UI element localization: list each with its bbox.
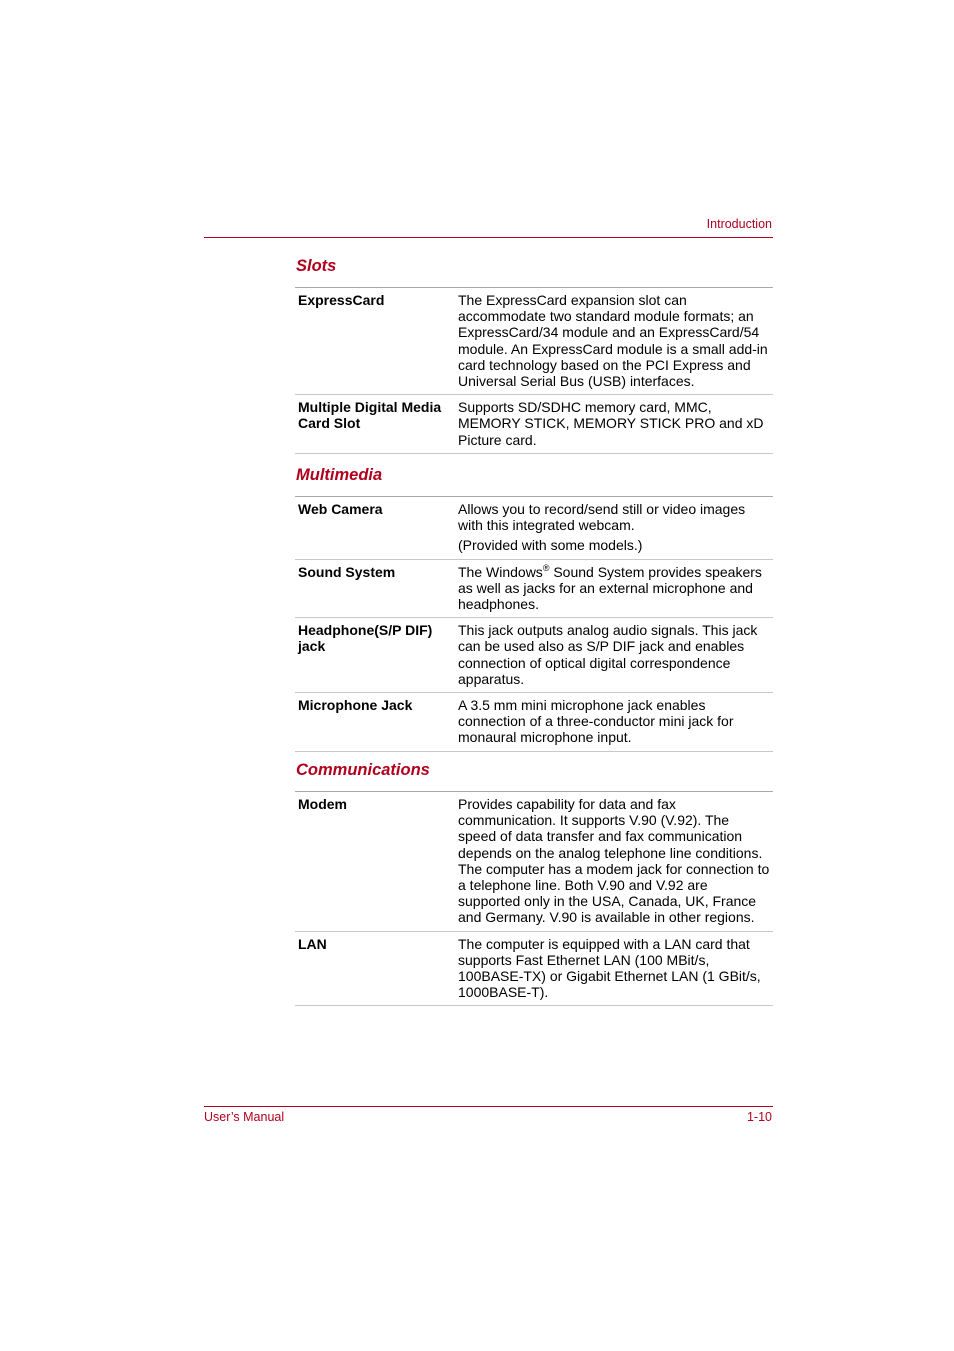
footer-rule	[204, 1106, 773, 1107]
row-term: Modem	[298, 796, 347, 812]
footer-manual-title: User’s Manual	[204, 1110, 285, 1124]
table-row	[295, 693, 773, 752]
table-row	[295, 931, 773, 1006]
row-term: Web Camera	[298, 501, 383, 517]
section-title-communications: Communications	[296, 761, 430, 779]
table-row	[295, 288, 773, 395]
section-title-slots: Slots	[296, 257, 337, 275]
section-title-multimedia: Multimedia	[296, 466, 383, 484]
table-row	[295, 497, 773, 560]
description-text-start: The Windows	[458, 563, 543, 580]
table-row	[295, 395, 773, 454]
row-term: Multiple Digital Media Card Slot	[298, 399, 442, 432]
table-row	[295, 559, 773, 618]
row-description	[453, 497, 773, 560]
row-term: Sound System	[298, 563, 396, 580]
availability-note: (Provided with some models.)	[458, 537, 643, 554]
communications-table	[295, 791, 773, 1006]
row-description: This jack outputs analog audio signals. This jack can be used also as S/P DIF jack and enables connection of optical digital correspondence apparatus.	[458, 622, 758, 687]
row-description	[453, 559, 773, 618]
row-term: Headphone(S/P DIF) jack	[298, 622, 433, 655]
table-row	[295, 792, 773, 932]
row-term: LAN	[298, 935, 327, 952]
row-term: Microphone Jack	[298, 697, 413, 714]
row-description: Supports SD/SDHC memory card, MMC, MEMORY STICK, MEMORY STICK PRO and xD Picture card.	[458, 399, 764, 448]
row-description: The computer is equipped with a LAN card that supports Fast Ethernet LAN (100 MBit/s, 100BASE-TX) or Gigabit Ethernet LAN (1 GBit/s, 1000BASE-T).	[458, 935, 761, 1001]
row-description: The ExpressCard expansion slot can accommodate two standard module formats; an ExpressCard/34 module and an ExpressCard/54 module. An ExpressCard module is a small add-in card technology based on the PCI Express and Universal Serial Bus (USB) interfaces.	[458, 292, 768, 390]
registered-mark: ®	[542, 562, 550, 573]
page-number: 1-10	[746, 1110, 772, 1124]
row-description: A 3.5 mm mini microphone jack enables connection of a three-conductor mini jack for monaural microphone input.	[458, 697, 734, 746]
slots-table	[295, 287, 773, 454]
table-row	[295, 618, 773, 693]
description-text-end: Sound System provides speakers as well as jacks for an external microphone and headphones.	[458, 563, 762, 613]
header-rule	[204, 237, 773, 238]
multimedia-table	[295, 496, 773, 752]
running-header: Introduction	[706, 217, 772, 231]
row-description: Provides capability for data and fax communication. It supports V.90 (V.92). The speed of data transfer and fax communication depends on the analog telephone line conditions. The computer has a modem jack for connection to a telephone line. Both V.90 and V.92 are supported only in the USA, Canada, UK, France and Germany. V.90 is available in other regions.	[458, 796, 770, 926]
row-term: ExpressCard	[298, 292, 385, 308]
description-text: Allows you to record/send still or video images with this integrated webcam.	[458, 501, 746, 534]
